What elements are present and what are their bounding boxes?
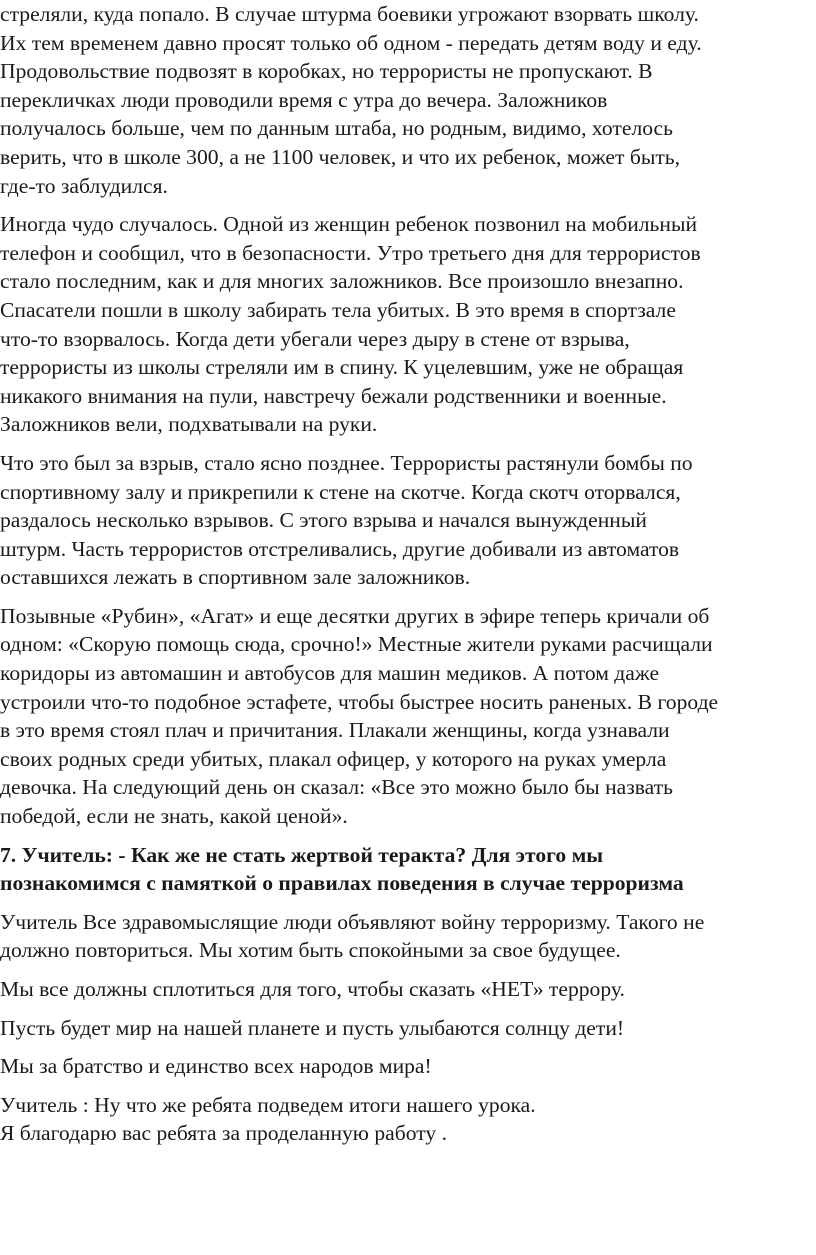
text-line: Мы за братство и единство всех народов мира!	[0, 1054, 432, 1079]
text-line: Позывные «Рубин», «Агат» и еще десятки других в эфире теперь кричали об	[0, 603, 710, 628]
paragraph-peace	[0, 1014, 810, 1043]
text-line: спортивному залу и прикрепили к стене на скотче. Когда скотч оторвался,	[0, 479, 681, 504]
text-line: стало последним, как и для многих заложников. Все произошло внезапно.	[0, 269, 684, 294]
text-line: перекличках люди проводили время с утра до вечера. Заложников	[0, 87, 608, 112]
text-line: Продовольствие подвозят в коробках, но террористы не пропускают. В	[0, 59, 653, 84]
text-line: раздалось несколько взрывов. С этого взрыва и начался вынужденный	[0, 508, 647, 533]
text-line: штурм. Часть террористов отстреливались, другие добивали из автоматов	[0, 536, 680, 561]
text-line: Я благодарю вас ребята за проделанную работу .	[0, 1121, 447, 1146]
text-line: девочка. На следующий день он сказал: «Все это можно было бы назвать	[0, 775, 673, 800]
paragraph-unite	[0, 975, 810, 1004]
heading-line: познакомимся с памяткой о правилах поведения в случае терроризма	[0, 871, 684, 896]
paragraph-third-day	[0, 210, 810, 439]
text-line: Что это был за взрыв, стало ясно позднее. Террористы растянули бомбы по	[0, 450, 693, 475]
text-line: Спасатели пошли в школу забирать тела убитых. В это время в спортзале	[0, 297, 676, 322]
paragraph-hostage-situation	[0, 0, 810, 200]
text-line: Учитель Все здравомыслящие люди объявляют войну терроризму. Такого не	[0, 909, 705, 934]
text-line: Заложников вели, подхватывали на руки.	[0, 412, 378, 437]
text-line: террористы из школы стреляли им в спину. К уцелевшим, уже не обращая	[0, 355, 684, 380]
text-line: стреляли, куда попало. В случае штурма боевики угрожают взорвать школу.	[0, 2, 699, 26]
text-line: Иногда чудо случалось. Одной из женщин ребенок позвонил на мобильный	[0, 212, 698, 237]
text-line: телефон и сообщил, что в безопасности. Утро третьего дня для террористов	[0, 240, 701, 265]
text-line: устроили что-то подобное эстафете, чтобы быстрее носить раненых. В городе	[0, 689, 719, 714]
text-line: победой, если не знать, какой ценой».	[0, 804, 348, 829]
heading-line: 7. Учитель: - Как же не стать жертвой теракта? Для этого мы	[0, 842, 604, 867]
paragraph-teacher-statement	[0, 908, 810, 965]
paragraph-brotherhood	[0, 1052, 810, 1081]
paragraph-explosion	[0, 449, 810, 592]
section-heading	[0, 841, 810, 898]
text-line: верить, что в школе 300, а не 1100 человек, и что их ребенок, может быть,	[0, 144, 681, 169]
text-line: коридоры из автомашин и автобусов для машин медиков. А потом даже	[0, 661, 660, 686]
text-line: Пусть будет мир на нашей планете и пусть улыбаются солнцу дети!	[0, 1015, 625, 1040]
text-line: Мы все должны сплотиться для того, чтобы сказать «НЕТ» террору.	[0, 977, 625, 1001]
paragraph-conclusion	[0, 1091, 810, 1148]
paragraph-rescue	[0, 602, 810, 831]
text-line: Учитель : Ну что же ребята подведем итоги нашего урока.	[0, 1092, 536, 1117]
text-line: должно повториться. Мы хотим быть спокойными за свое будущее.	[0, 938, 621, 963]
text-line: где-то заблудился.	[0, 173, 168, 198]
text-line: своих родных среди убитых, плакал офицер, у которого на руках умерла	[0, 746, 667, 771]
text-line: оставшихся лежать в спортивном зале заложников.	[0, 565, 471, 590]
text-line: получалось больше, чем по данным штаба, но родным, видимо, хотелось	[0, 116, 673, 141]
text-line: Их тем временем давно просят только об одном - передать детям воду и еду.	[0, 30, 702, 55]
text-line: никакого внимания на пули, навстречу бежали родственники и военные.	[0, 383, 667, 408]
text-line: в это время стоял плач и причитания. Плакали женщины, когда узнавали	[0, 718, 670, 743]
text-line: одном: «Скорую помощь сюда, срочно!» Местные жители руками расчищали	[0, 632, 713, 657]
text-line: что-то взорвалось. Когда дети убегали через дыру в стене от взрыва,	[0, 326, 630, 351]
